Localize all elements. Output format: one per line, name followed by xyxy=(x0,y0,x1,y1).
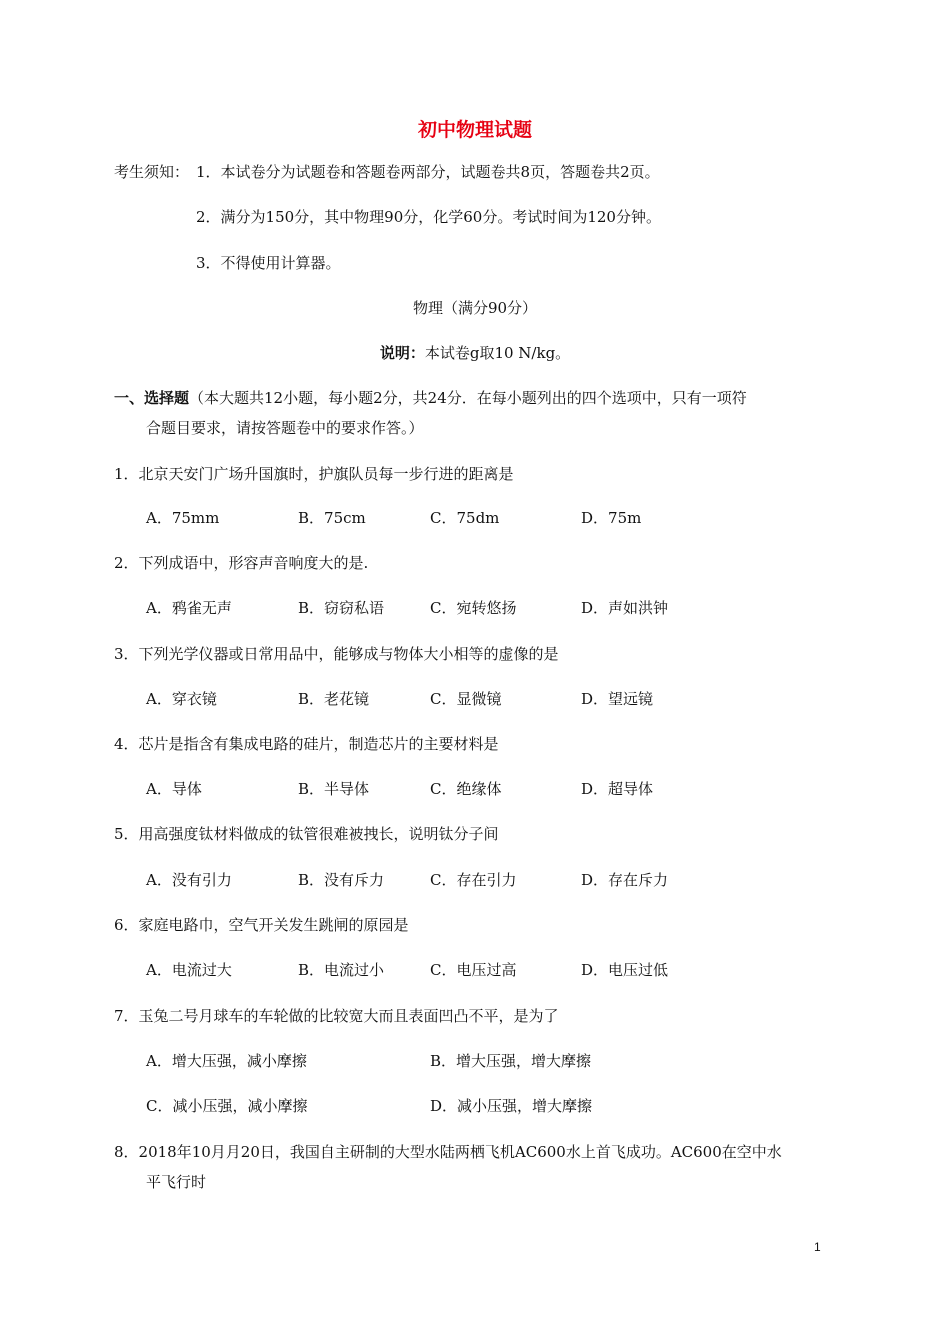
question-4-option-a: A．导体 xyxy=(146,780,202,798)
question-7-stem: 7．玉兔二号月球车的车轮做的比较宽大而且表面凹凸不平，是为了 xyxy=(114,1007,559,1025)
notice-item-1: 1．本试卷分为试题卷和答题卷两部分，试题卷共8页，答题卷共2页。 xyxy=(196,163,660,181)
instruction-text: 本试卷g取10 N/kg。 xyxy=(424,344,571,362)
question-2-stem: 2．下列成语中，形容声音响度大的是. xyxy=(114,554,369,572)
notice-item-2: 2．满分为150分，其中物理90分，化学60分。考试时间为120分钟。 xyxy=(196,208,661,226)
question-5-option-d: D．存在斥力 xyxy=(581,871,669,889)
page-number: 1 xyxy=(814,1240,821,1254)
question-6-option-b: B．电流过小 xyxy=(298,961,385,979)
section-heading xyxy=(114,388,747,408)
section-description: （本大题共12小题，每小题2分，共24分．在每小题列出的四个选项中，只有一项符 xyxy=(189,389,747,407)
question-1-stem: 1．北京天安门广场升国旗时，护旗队员每一步行进的距离是 xyxy=(114,465,514,483)
question-6-option-c: C．电压过高 xyxy=(430,961,517,979)
question-3-option-a: A．穿衣镜 xyxy=(146,690,217,708)
question-6-option-a: A．电流过大 xyxy=(146,961,232,979)
question-1-option-c: C．75dm xyxy=(430,509,500,527)
question-1-option-b: B．75cm xyxy=(298,509,366,527)
question-4-option-b: B．半导体 xyxy=(298,780,370,798)
question-3-option-d: D．望远镜 xyxy=(581,690,654,708)
question-5-option-c: C．存在引力 xyxy=(430,871,517,889)
question-3-option-c: C．显微镜 xyxy=(430,690,502,708)
notice-item-3: 3．不得使用计算器。 xyxy=(196,254,341,272)
question-5-option-b: B．没有斥力 xyxy=(298,871,385,889)
instruction-label: 说明： xyxy=(379,344,425,362)
instruction xyxy=(0,343,950,363)
question-2-option-a: A．鸦雀无声 xyxy=(146,599,232,617)
question-4-option-d: D．超导体 xyxy=(581,780,654,798)
question-2-option-b: B．窃窃私语 xyxy=(298,599,385,617)
question-6-stem: 6．家庭电路巾，空气开关发生跳闸的原园是 xyxy=(114,916,409,934)
question-6-option-d: D．电压过低 xyxy=(581,961,669,979)
question-7-option-a: A．增大压强，减小摩擦 xyxy=(146,1052,307,1070)
question-8-stem-cont: 平飞行时 xyxy=(146,1173,207,1191)
question-7-option-b: B．增大压强，增大摩擦 xyxy=(430,1052,592,1070)
question-8-stem: 8．2018年10月月20日，我国自主研制的大型水陆两栖飞机AC600水上首飞成功。AC600在空中水 xyxy=(114,1143,782,1161)
question-3-stem: 3．下列光学仪器或日常用品中，能够成与物体大小相等的虚像的是 xyxy=(114,645,559,663)
question-1-option-d: D．75m xyxy=(581,509,642,527)
page-title: 初中物理试题 xyxy=(417,119,532,141)
question-4-stem: 4．芯片是指含有集成电路的硅片，制造芯片的主要材料是 xyxy=(114,735,499,753)
section-description-cont: 合题目要求，请按答题卷中的要求作答。） xyxy=(146,419,424,437)
subject-heading: 物理（满分90分） xyxy=(412,299,538,317)
question-2-option-c: C．宛转悠扬 xyxy=(430,599,517,617)
question-7-option-d: D．减小压强，增大摩擦 xyxy=(430,1097,593,1115)
question-1-option-a: A．75mm xyxy=(146,509,220,527)
question-7-option-c: C．减小压强，减小摩擦 xyxy=(146,1097,308,1115)
question-2-option-d: D．声如洪钟 xyxy=(581,599,669,617)
question-3-option-b: B．老花镜 xyxy=(298,690,370,708)
notice-label: 考生须知： xyxy=(114,163,190,181)
question-4-option-c: C．绝缘体 xyxy=(430,780,502,798)
question-5-stem: 5．用高强度钛材料做成的钛管很难被拽长，说明钛分子间 xyxy=(114,825,499,843)
question-5-option-a: A．没有引力 xyxy=(146,871,232,889)
section-label: 一、选择题 xyxy=(114,389,190,407)
